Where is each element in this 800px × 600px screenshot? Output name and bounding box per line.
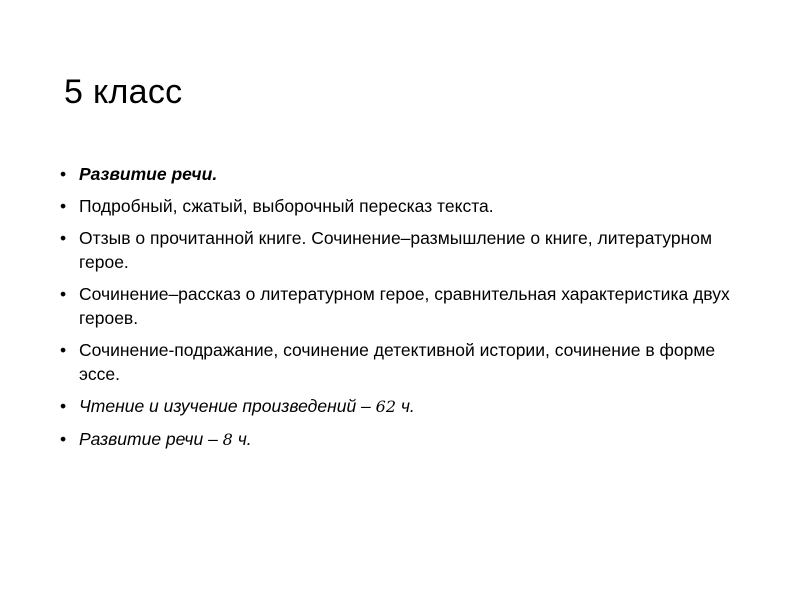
bullet-marker: • <box>60 340 67 360</box>
list-item <box>58 394 748 419</box>
list-item-text <box>79 396 415 416</box>
bullet-marker: • <box>60 228 67 248</box>
list-item-text-after: ч. <box>232 429 252 449</box>
bullet-marker: • <box>60 196 67 216</box>
list-item-text-after: ч. <box>396 396 415 416</box>
bullet-marker: • <box>60 164 67 184</box>
list-item <box>58 427 748 452</box>
list-item <box>58 162 748 186</box>
list-item-text: Подробный, сжатый, выборочный пересказ текста. <box>79 196 494 216</box>
list-item <box>58 338 748 386</box>
list-item <box>58 226 748 274</box>
hours-count: 8 <box>222 430 233 449</box>
slide-title: 5 класс <box>64 73 183 111</box>
bullet-marker: • <box>60 396 67 416</box>
bullet-list <box>58 162 748 460</box>
bullet-marker: • <box>60 284 67 304</box>
list-item-text-before: Чтение и изучение произведений – <box>79 396 376 416</box>
bullet-marker: • <box>60 429 67 449</box>
list-item-text: Сочинение–рассказ о литературном герое, сравнительная характеристика двух героев. <box>79 284 730 328</box>
list-item-text: Развитие речи. <box>79 164 218 184</box>
list-item-text-before: Развитие речи – <box>79 429 223 449</box>
list-item-text <box>79 429 252 449</box>
hours-count: 62 <box>375 397 396 416</box>
list-item <box>58 282 748 330</box>
list-item-text: Сочинение-подражание, сочинение детективной истории, сочинение в форме эссе. <box>79 340 716 384</box>
list-item-text: Отзыв о прочитанной книге. Сочинение–размышление о книге, литературном герое. <box>79 228 713 272</box>
list-item <box>58 194 748 218</box>
